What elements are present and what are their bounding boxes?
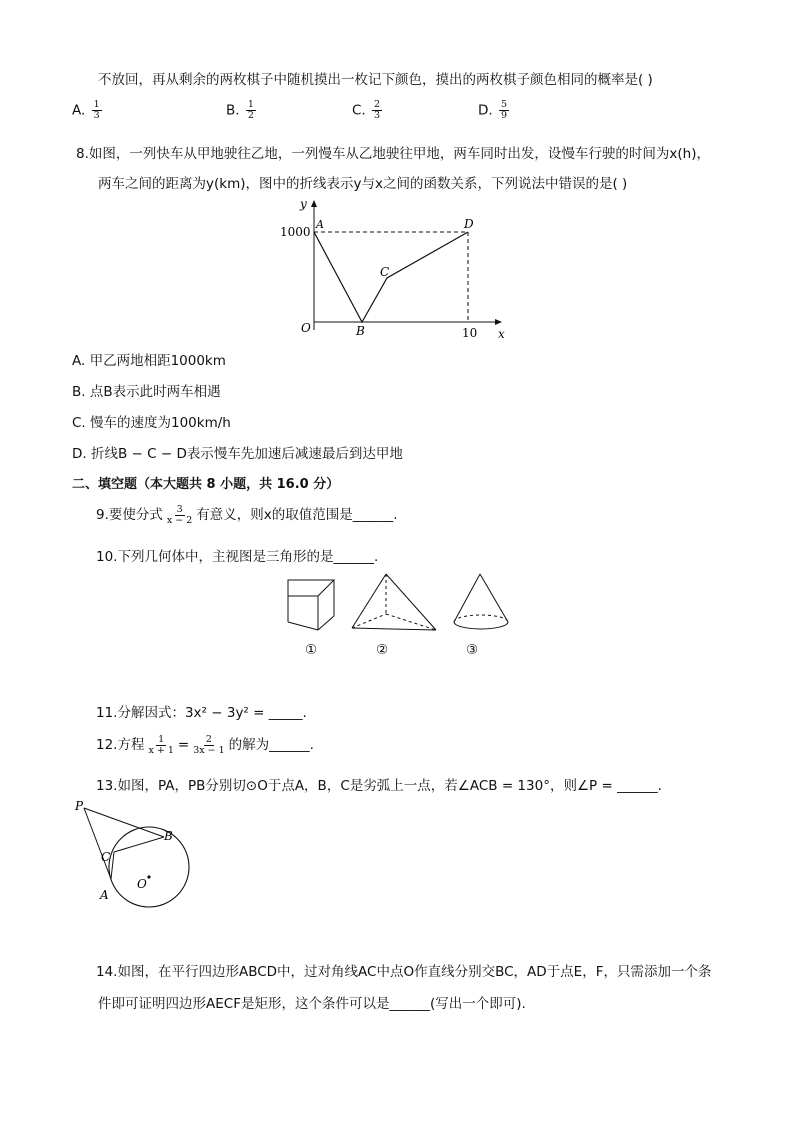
q12 xyxy=(96,733,314,756)
label-10: 10 xyxy=(462,326,478,340)
segment-ac xyxy=(111,852,114,879)
x-axis-arrow xyxy=(495,319,502,325)
q12-suffix: 的解为______. xyxy=(228,737,314,753)
option-label: C. xyxy=(352,102,366,119)
q12-fraction-right: $\frac{2}{3x - 1}$ xyxy=(193,733,225,756)
solid-label-2: ② xyxy=(376,642,389,658)
q8-line1: 8.如图，一列快车从甲地驶往乙地，一列慢车从乙地驶往甲地，两车同时出发，设慢车行驶的时间为x(h)， xyxy=(76,146,710,162)
center-dot xyxy=(147,875,150,878)
q11-text: 11.分解因式：3x² − 3y² = _____. xyxy=(96,705,307,721)
q8-option-d: D. 折线B − C − D表示慢车先加速后减速最后到达甲地 xyxy=(72,446,403,462)
point-c-label: C xyxy=(380,265,390,279)
label-p: P xyxy=(75,799,84,813)
label-1000: 1000 xyxy=(280,225,311,239)
solid-label-3: ③ xyxy=(466,642,479,658)
x-axis-label: x xyxy=(498,327,505,341)
y-axis-arrow xyxy=(311,200,317,207)
q7-option-b xyxy=(226,100,258,121)
fraction: $\frac{5}{9}$ xyxy=(500,99,508,121)
fraction: $\frac{1}{2}$ xyxy=(247,99,254,121)
triangular-prism-figure xyxy=(282,572,346,638)
fraction: $\frac{1}{3}$ xyxy=(93,99,100,121)
q12-equals: = xyxy=(177,737,190,753)
solid-label-1: ① xyxy=(305,642,318,658)
label-c: C xyxy=(101,850,111,864)
q14-line1: 14.如图，在平行四边形ABCD中，过对角线AC中点O作直线分别交BC，AD于点E，F，只需添加一个条 xyxy=(96,964,712,980)
point-b-label: B xyxy=(356,324,365,338)
q8-option-c: C. 慢车的速度为100km/h xyxy=(72,415,231,431)
q9-fraction: $\frac{3}{x - 2}$ xyxy=(166,503,193,526)
point-a-label: A xyxy=(316,218,324,231)
q7-option-a xyxy=(72,100,104,121)
label-o: O xyxy=(137,877,147,891)
option-label: B. xyxy=(226,102,240,119)
section-2-heading: 二、填空题（本大题共 8 小题，共 16.0 分） xyxy=(72,477,340,492)
option-label: A. xyxy=(72,102,86,119)
option-label: D. xyxy=(478,102,493,119)
q8-option-b: B. 点B表示此时两车相遇 xyxy=(72,384,221,400)
q9 xyxy=(96,503,398,526)
q10-text: 10.下列几何体中，主视图是三角形的是______. xyxy=(96,549,379,565)
q14-line2: 件即可证明四边形AECF是矩形，这个条件可以是______(写出一个即可). xyxy=(98,996,526,1012)
q12-prefix: 12.方程 xyxy=(96,737,145,753)
fraction: $\frac{2}{3}$ xyxy=(374,99,381,121)
point-d-label: D xyxy=(464,217,474,231)
pyramid-figure xyxy=(348,570,444,636)
q12-fraction-left: $\frac{1}{x + 1}$ xyxy=(148,733,174,756)
circle-o xyxy=(109,827,189,907)
y-axis-label: y xyxy=(300,197,307,211)
origin-label: O xyxy=(301,321,311,335)
q7-text: 不放回，再从剩余的两枚棋子中随机摸出一枚记下颜色，摸出的两枚棋子颜色相同的概率是( ) xyxy=(98,72,653,88)
q9-suffix: 有意义，则x的取值范围是______. xyxy=(196,507,398,523)
segment-cb xyxy=(114,837,164,852)
tangent-pb xyxy=(84,808,164,837)
q13-circle-tangent-figure xyxy=(68,794,198,920)
label-a: A xyxy=(100,888,109,902)
q7-option-c xyxy=(352,100,384,121)
tangent-pa xyxy=(84,808,111,879)
q8-distance-graph xyxy=(270,192,520,342)
q9-prefix: 9.要使分式 xyxy=(96,507,163,523)
cone-figure xyxy=(448,570,518,638)
q7-option-d xyxy=(478,100,511,121)
polyline-abcd xyxy=(314,232,468,322)
q8-option-a: A. 甲乙两地相距1000km xyxy=(72,353,226,369)
label-b: B xyxy=(164,829,173,843)
q8-line2: 两车之间的距离为y(km)，图中的折线表示y与x之间的函数关系，下列说法中错误的是( ) xyxy=(98,176,628,192)
q13-text: 13.如图，PA，PB分别切⊙O于点A，B，C是劣弧上一点，若∠ACB = 130°，则∠P = ______. xyxy=(96,778,662,794)
